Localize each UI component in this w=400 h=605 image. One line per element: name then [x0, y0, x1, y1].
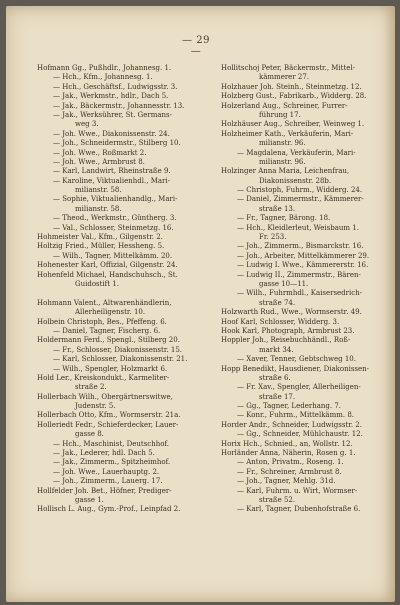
directory-entry-line: Horländer Anna, Näherin, Rosen g. 1. — [221, 449, 356, 458]
right-column — [221, 64, 381, 515]
directory-entry-line: Hoof Karl, Schlosser, Widderg. 3. — [221, 317, 340, 326]
directory-entry-line: Hohmeister Val., Kfm., Gilgenstr. 2. — [37, 233, 163, 242]
directory-entry-line: — Konr., Fuhrm., Mittelkämm. 8. — [237, 411, 355, 420]
directory-entry-line: — Joh., Arbeiter, Mittelkämmerer 29. — [237, 251, 370, 260]
directory-entry-line: — Jak., Lederer, hdl. Dach 5. — [53, 449, 155, 458]
directory-entry-line: Hollerbach Wilh., Obergärtnerswitwe, — [37, 392, 173, 401]
directory-entry-line: — Hch., Kleidlerleut, Weisbaum 1. — [237, 223, 359, 232]
directory-entry-line: — Fr., Tagner, Bärong. 18. — [237, 214, 331, 223]
directory-entry-line: Holtzig Fried., Müller, Hessheng. 5. — [37, 242, 165, 251]
directory-entry-line: — Sophie, Viktualienhandlg., Mari- — [53, 195, 178, 204]
directory-entry-line — [37, 289, 197, 298]
directory-entry-line: — Jak., Zimmerm., Spitzheimhof. — [53, 458, 171, 467]
directory-entry-line: Holzerland Aug., Schreiner, Furrer- — [221, 101, 348, 110]
directory-entry-line: — Jak., Werksührer, St. Germans- — [53, 110, 173, 119]
directory-entry-line: — Xaver, Tenner, Gebtschweg 10. — [237, 355, 356, 364]
directory-entry-line: Fr. 253. — [259, 233, 287, 242]
directory-entry-line: Hollfelder Joh. Bet., Höfner, Prediger- — [37, 486, 172, 495]
directory-entry-line: Hohmann Valent., Altwarenhändlerin, — [37, 298, 172, 307]
directory-entry-line: — Joh. Wwe., Diakonissenstr. 24. — [53, 129, 170, 138]
directory-entry-line: Diakonissenstr. 28b. — [259, 176, 332, 185]
directory-entry-line: straße 17. — [259, 392, 296, 401]
directory-entry-line: — Daniel, Zimmermstr., Kämmerer- — [237, 195, 364, 204]
directory-entry-line: — Joh., Schneidermstr., Stilberg 10. — [53, 139, 181, 148]
directory-entry-line: straße 74. — [259, 298, 296, 307]
directory-entry-line: milianstr. 96. — [259, 157, 306, 166]
directory-entry-line: Holbein Christoph, Bes., Pfeffeng. 6. — [37, 317, 167, 326]
directory-entry-line: straße 52. — [259, 495, 296, 504]
directory-entry-line: Hollerbach Otto, Kfm., Wormserstr. 21a. — [37, 411, 181, 420]
directory-entry-line: gasse 8. — [75, 430, 104, 439]
directory-entry-line: milianstr. 96. — [259, 139, 306, 148]
directory-entry-line: — Hch., Kfm., Johannesg. 1. — [53, 73, 153, 82]
directory-entry-line: — Joh., Zimmerm., Bismarckstr. 16. — [237, 242, 364, 251]
directory-entry-line: — Karl, Tagner, Dubenhofstraße 6. — [237, 505, 361, 514]
directory-entry-line: straße 13. — [259, 204, 296, 213]
directory-entry-line: führung 17. — [259, 110, 301, 119]
directory-entry-line: — Karl, Schlosser, Diakonissenstr. 21. — [53, 355, 188, 364]
directory-entry-line: weg 3. — [75, 120, 99, 129]
directory-entry-line: Hopp Benedikt, Hausdiener, Diakonissen- — [221, 364, 370, 373]
directory-entry-line: Holzheimer Kath., Verkäuferin, Mari- — [221, 129, 354, 138]
directory-entry-line: Horix Hch., Schnied., an, Wollstr. 12. — [221, 439, 353, 448]
directory-entry-line: — Fr., Schreiner, Armbrust 8. — [237, 467, 342, 476]
directory-entry-line: — Joh. Wwe., Roßmarkt 2. — [53, 148, 147, 157]
directory-entry-line: markt 34. — [259, 345, 294, 354]
directory-entry-line: straße 6. — [259, 373, 291, 382]
directory-entry-line: — Ludwig I. Wwe., Kämmererstr. 16. — [237, 261, 369, 270]
directory-entry-line: Hohenfeld Michael, Handschuhsch., St. — [37, 270, 178, 279]
directory-entry-line: — Hch., Geschäftsf., Ludwigsstr. 3. — [53, 82, 178, 91]
directory-entry-line: Holzberg Gust., Fabrikarb., Widderg. 28. — [221, 92, 367, 101]
directory-entry-line: kämmerer 27. — [259, 73, 310, 82]
directory-entry-line: milianstr. 58. — [75, 186, 122, 195]
directory-entry-line: — Karl, Fuhrm. u. Wirt, Wormser- — [237, 486, 358, 495]
directory-entry-line: Horder Andr., Schneider, Ludwigsstr. 2. — [221, 420, 362, 429]
directory-entry-line: — Magdalena, Verkäuferin, Mari- — [237, 148, 356, 157]
directory-entry-line: Hohenester Karl, Offizial, Gilgenstr. 24. — [37, 261, 178, 270]
directory-entry-line: — Joh., Zimmerm., Lauerg. 17. — [53, 477, 163, 486]
directory-entry-line: — Karl, Landwirt, Rheinstraße 9. — [53, 167, 171, 176]
directory-entry-line: Guidostift 1. — [75, 279, 119, 288]
directory-entry-line: gasse 1. — [75, 495, 104, 504]
directory-entry-line: — Jak., Werkmstr., hdlr., Dach 5. — [53, 92, 169, 101]
directory-entry-line: — Fr. Xav., Spengler, Allerheiligen- — [237, 383, 361, 392]
left-column — [37, 64, 197, 515]
directory-entry-line: Holzhauer Joh. Steinh., Steinmetzg. 12. — [221, 82, 362, 91]
directory-entry-line: Judenstr. 5. — [75, 402, 116, 411]
directory-entry-line: — Jak., Bäckermstr., Johannesstr. 13. — [53, 101, 185, 110]
directory-entry-line: Hofmann Gg., Pußhdlr., Johannesg. 1. — [37, 64, 172, 72]
directory-entry-line: gasse 10—11. — [259, 279, 309, 288]
directory-entry-line: — Gg., Schneider, Mühlchaustr. 12. — [237, 430, 363, 439]
directory-entry-line: milianstr. 58. — [75, 204, 122, 213]
directory-entry-line: Hollisch L. Aug., Gym.-Prof., Leinpfad 2. — [37, 505, 181, 514]
directory-entry-line: — Ludwig II., Zimmermstr., Bären- — [237, 270, 361, 279]
directory-entry-line: — Christoph, Fuhrm., Widderg. 24. — [237, 186, 363, 195]
directory-entry-line: — Daniel, Tagner, Fischerg. 6. — [53, 326, 161, 335]
directory-entry-line: — Joh. Wwe., Armbrust 8. — [53, 157, 145, 166]
directory-entry-line: straße 2. — [75, 383, 107, 392]
directory-entry-line: — Joh. Wwe., Lauerhauptg. 2. — [53, 467, 160, 476]
directory-entry-line: Allerheiligenstr. 10. — [75, 308, 146, 317]
page-number: — 29 — — [182, 35, 210, 57]
directory-entry-line: — Gg., Tagner, Lederhang. 7. — [237, 402, 341, 411]
directory-entry-line: — Joh., Tagner, Mehlg. 31d. — [237, 477, 336, 486]
directory-entry-line: Holdermann Ferd., Spengl., Stilberg 20. — [37, 336, 180, 345]
directory-entry-line: Holzwarth Rud., Wwe., Wormserstr. 49. — [221, 308, 362, 317]
directory-entry-line: — Wilh., Tagner, Mittelkämm. 20. — [53, 251, 173, 260]
directory-entry-line: Hold Ler., Kreiskondukt., Karmeliter- — [37, 373, 170, 382]
directory-page — [6, 6, 395, 602]
directory-entry-line: — Theod., Werkmstr., Güntherg. 3. — [53, 214, 177, 223]
directory-entry-line: Holzinger Anna Maria, Leichenfrau, — [221, 167, 350, 176]
directory-entry-line: — Wilh., Spengler, Holzmarkt 6. — [53, 364, 168, 373]
directory-entry-line: Hoppler Joh., Reisebuchhändl., Roß- — [221, 336, 351, 345]
directory-entry-line: Holleriedt Fedr., Schieferdecker, Lauer- — [37, 420, 179, 429]
directory-entry-line: — Fr., Schlosser, Diakonissenstr. 15. — [53, 345, 182, 354]
directory-entry-line: — Val., Schlosser, Steinmetzg. 16. — [53, 223, 174, 232]
directory-entry-line: — Hch., Maschinist, Deutschhof. — [53, 439, 170, 448]
directory-entry-line: — Karoline, Viktualienhdl., Mari- — [53, 176, 170, 185]
directory-entry-line: Hollitschoj Peter, Bäckermstr., Mittel- — [221, 64, 356, 72]
directory-entry-line: Hook Karl, Photograph, Armbrust 23. — [221, 326, 355, 335]
directory-entry-line: — Wilh., Fuhrmhdl., Kaisersedrich- — [237, 289, 363, 298]
directory-entry-line: — Anton, Privatm., Roseng. 1. — [237, 458, 344, 467]
directory-entry-line: Holzhäuser Aug., Schreiber, Weinweg 1. — [221, 120, 365, 129]
